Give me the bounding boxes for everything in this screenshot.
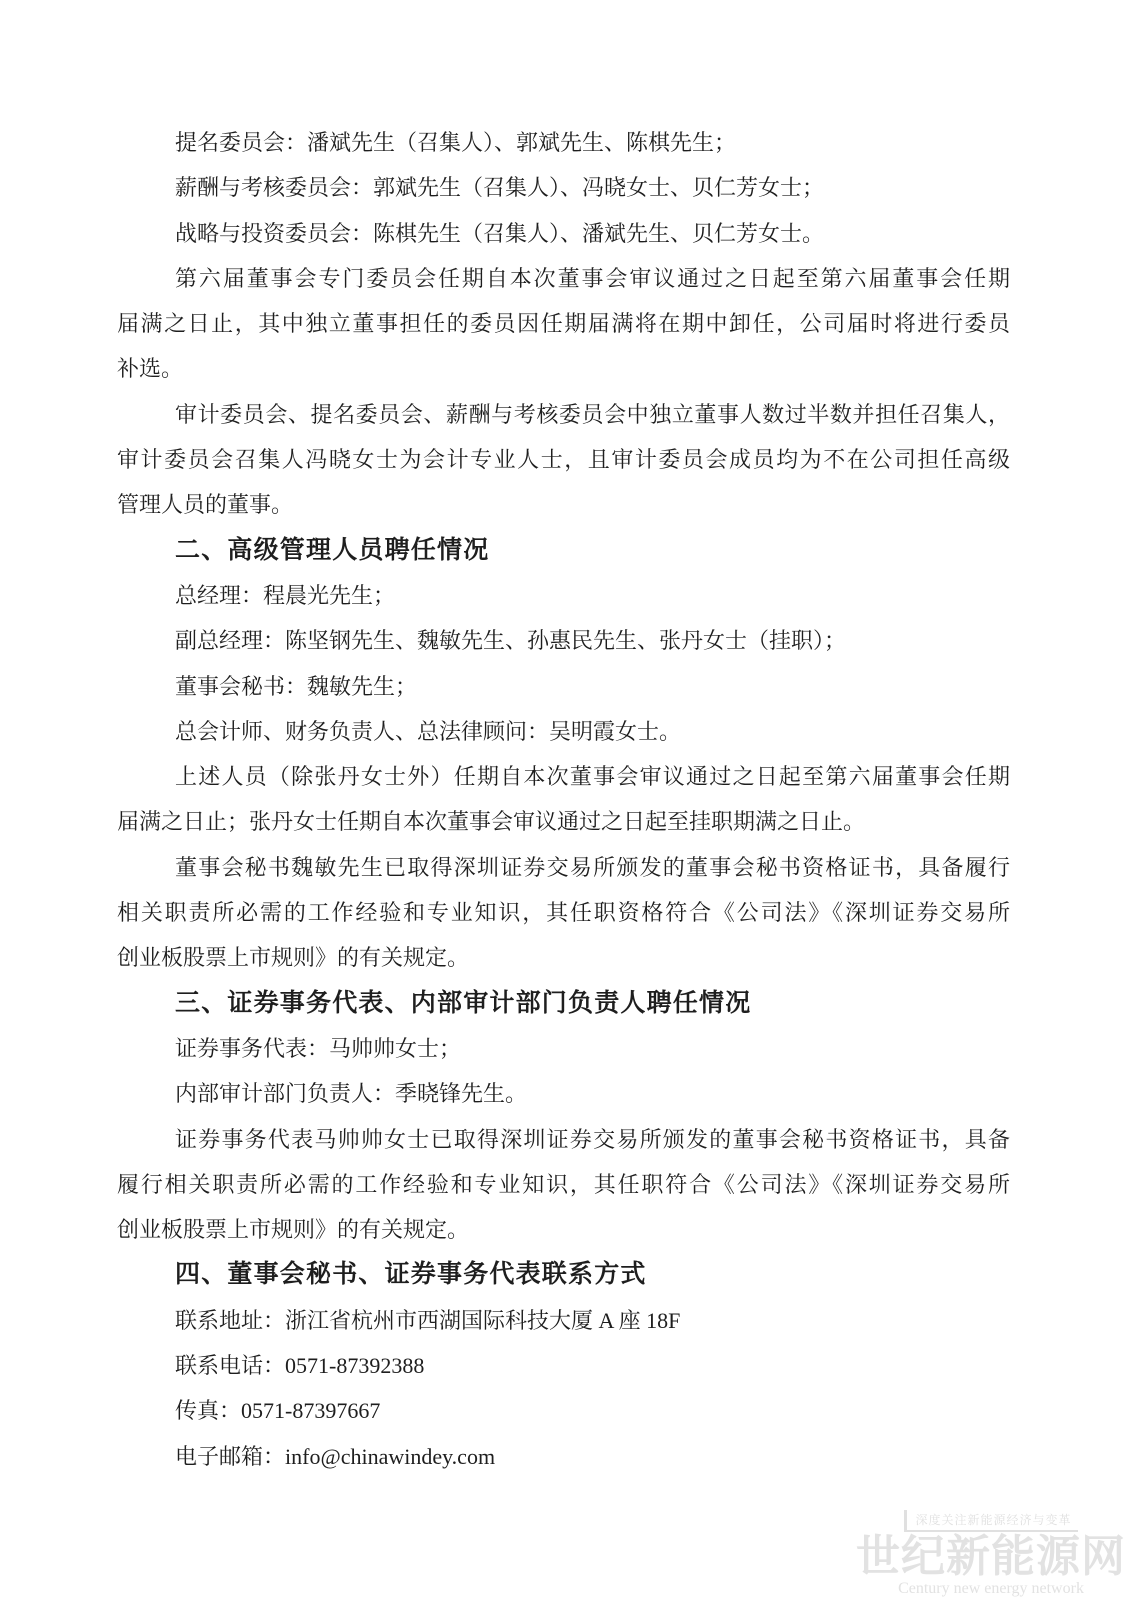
doc-line: 创业板股票上市规则》的有关规定。 [117, 1217, 470, 1243]
doc-line: 内部审计部门负责人：季晓锋先生。 [175, 1081, 528, 1107]
doc-line: 提名委员会：潘斌先生（召集人）、郭斌先生、陈棋先生； [175, 130, 737, 155]
section-heading: 三、证券事务代表、内部审计部门负责人聘任情况 [175, 988, 752, 1017]
doc-line: 董事会秘书魏敏先生已取得深圳证券交易所颁发的董事会秘书资格证书，具备履行 [175, 854, 1010, 880]
doc-line: 薪酬与考核委员会：郭斌先生（召集人）、冯晓女士、贝仁芳女士； [175, 175, 825, 201]
section-heading: 二、高级管理人员聘任情况 [175, 535, 490, 564]
doc-line: 总会计师、财务负责人、总法律顾问：吴明霞女士。 [175, 718, 682, 744]
doc-line: 届满之日止，其中独立董事担任的委员因任期届满将在期中卸任，公司届时将进行委员 [117, 311, 1010, 337]
doc-line: 创业板股票上市规则》的有关规定。 [117, 945, 470, 971]
doc-line: 第六届董事会专门委员会任期自本次董事会审议通过之日起至第六届董事会任期 [175, 265, 1010, 291]
section-heading: 四、董事会秘书、证券事务代表联系方式 [175, 1260, 647, 1289]
doc-line: 战略与投资委员会：陈棋先生（召集人）、潘斌先生、贝仁芳女士。 [175, 220, 825, 246]
doc-line: 传真：0571-87397667 [175, 1398, 381, 1424]
doc-line: 上述人员（除张丹女士外）任期自本次董事会审议通过之日起至第六届董事会任期 [175, 764, 1010, 790]
doc-line: 联系电话：0571-87392388 [175, 1353, 425, 1379]
doc-line: 相关职责所必需的工作经验和专业知识，其任职资格符合《公司法》《深圳证券交易所 [117, 900, 1010, 926]
doc-line: 补选。 [117, 356, 184, 382]
watermark-subtitle: Century new energy network [898, 1580, 1084, 1597]
watermark-title: 世纪新能源网 [856, 1532, 1126, 1581]
doc-line: 副总经理：陈坚钢先生、魏敏先生、孙惠民先生、张丹女士（挂职）； [175, 628, 847, 654]
doc-line: 审计委员会、提名委员会、薪酬与考核委员会中独立董事人数过半数并担任召集人， [175, 401, 1010, 427]
doc-line: 证券事务代表：马帅帅女士； [175, 1035, 462, 1061]
doc-line: 证券事务代表马帅帅女士已取得深圳证券交易所颁发的董事会秘书资格证书，具备 [175, 1126, 1010, 1152]
watermark-tagline-box [856, 1510, 1126, 1532]
watermark [856, 1510, 1126, 1598]
doc-line: 总经理：程晨光先生； [175, 582, 396, 608]
doc-line: 管理人员的董事。 [117, 492, 294, 518]
doc-line: 董事会秘书：魏敏先生； [175, 673, 418, 699]
doc-line: 履行相关职责所必需的工作经验和专业知识，其任职符合《公司法》《深圳证券交易所 [117, 1171, 1010, 1197]
doc-line: 联系地址：浙江省杭州市西湖国际科技大厦 A 座 18F [175, 1307, 681, 1333]
doc-line: 电子邮箱：info@chinawindey.com [175, 1443, 496, 1469]
watermark-tagline: 深度关注新能源经济与变革 [904, 1510, 1077, 1532]
doc-line: 届满之日止；张丹女士任期自本次董事会审议通过之日起至挂职期满之日止。 [117, 809, 866, 835]
doc-line: 审计委员会召集人冯晓女士为会计专业人士，且审计委员会成员均为不在公司担任高级 [117, 447, 1010, 473]
document-body [117, 120, 1010, 1479]
